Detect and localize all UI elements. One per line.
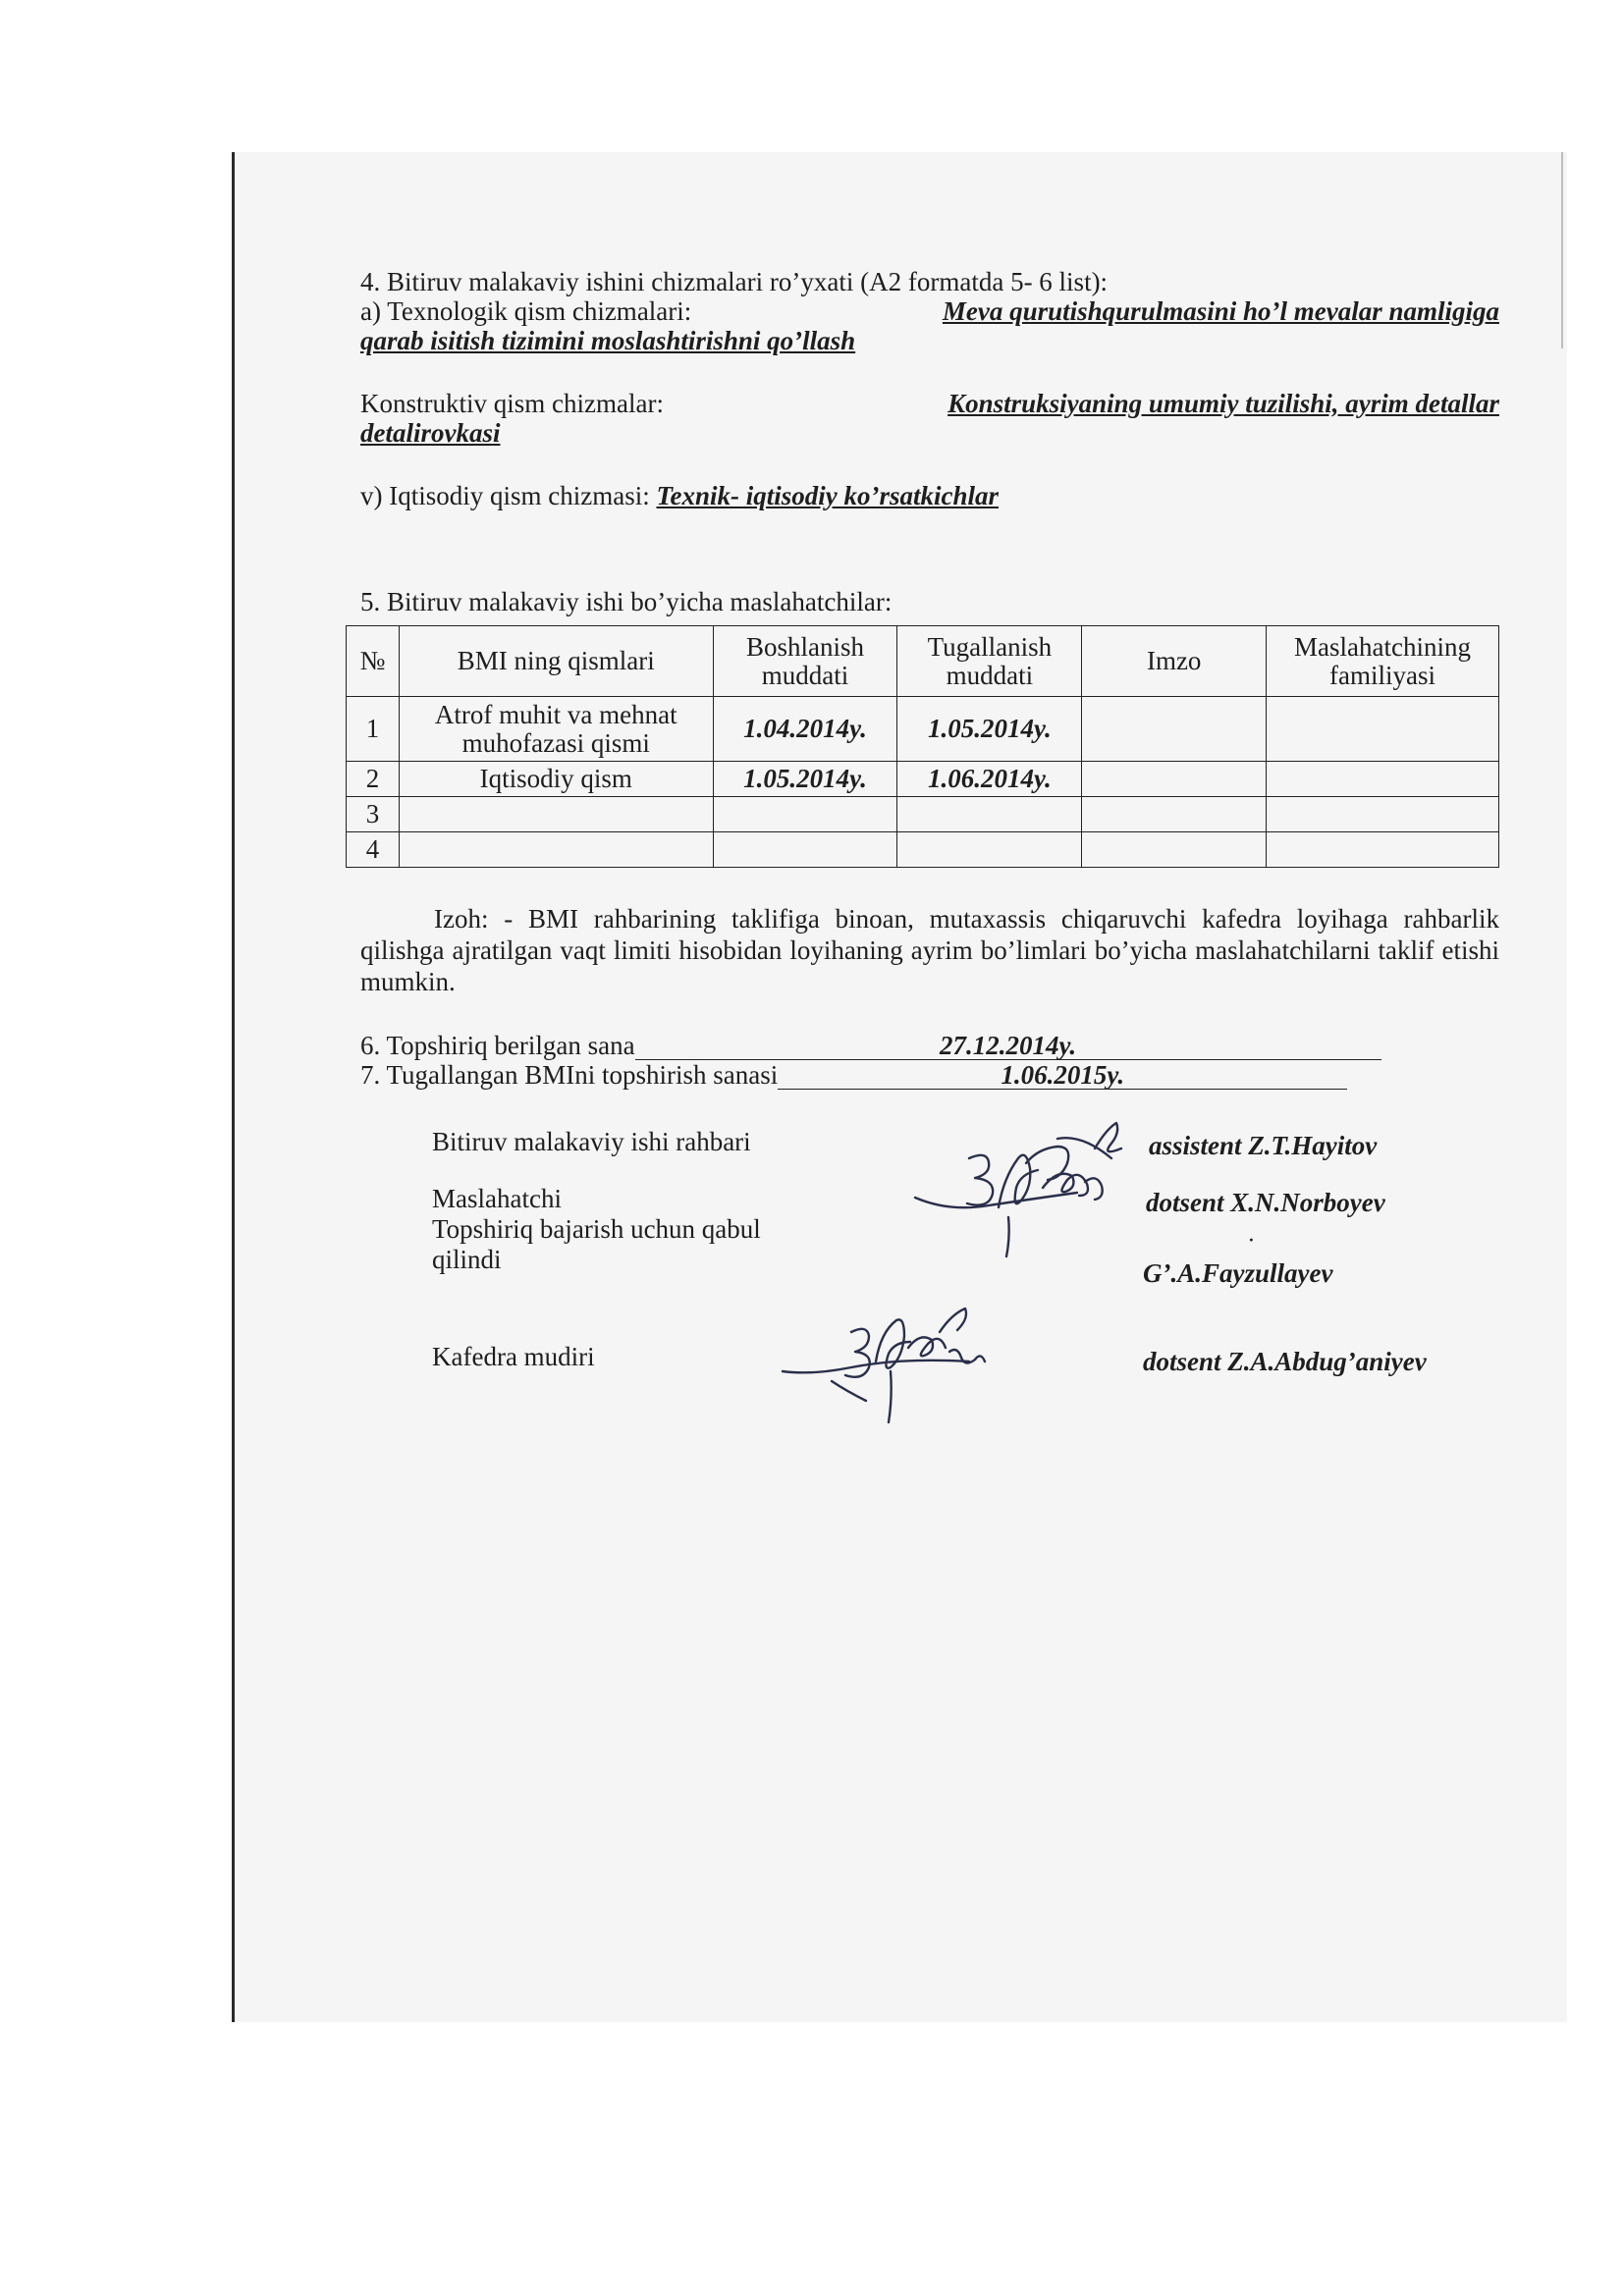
supervisor-signature [910,1119,1146,1266]
cell-surname [1267,797,1499,832]
section-4-a-value-2: qarab isitish tizimini moslashtirishni qo’llash [360,326,856,355]
section-4-a-label: a) Texnologik qism chizmalari: [360,296,692,326]
consultants-table [346,625,1499,868]
table-row [347,832,1499,868]
section-4 [360,267,1499,510]
cell-end: 1.06.2014y. [897,762,1082,797]
section-7 [360,1060,1499,1090]
column-header-part: BMI ning qismlari [399,626,713,697]
section-7-label: 7. Tugallangan BMIni topshirish sanasi [360,1060,779,1090]
section-4-v-label: v) Iqtisodiy qism chizmasi: [360,481,657,510]
column-header-start: Boshlanish muddati [713,626,897,697]
cell-start [713,797,897,832]
cell-signature [1082,797,1267,832]
section-6-value: 27.12.2014y. [635,1032,1381,1060]
section-4-b-value-2: detalirovkasi [360,418,501,448]
accepted-label-line-1: Topshiriq bajarish uchun qabul [432,1214,761,1244]
cell-number: 4 [347,832,400,868]
section-4-heading: 4. Bitiruv malakaviy ishini chizmalari ro’yxati (A2 formatda 5- 6 list): [360,267,1109,296]
column-header-signature: Imzo [1082,626,1267,697]
cell-end [897,832,1082,868]
column-header-end: Tugallanish muddati [897,626,1082,697]
column-header-number: № [347,626,400,697]
cell-start [713,832,897,868]
cell-start: 1.05.2014y. [713,762,897,797]
cell-surname [1267,762,1499,797]
supervisor-label: Bitiruv malakaviy ishi rahbari [432,1127,751,1156]
head-label: Kafedra mudiri [432,1342,595,1371]
cell-signature [1082,832,1267,868]
cell-surname [1267,832,1499,868]
cell-number: 3 [347,797,400,832]
cell-number: 1 [347,697,400,762]
table-row [347,697,1499,762]
cell-signature [1082,697,1267,762]
head-signature [773,1303,1008,1430]
scan-edge-line [232,152,235,2022]
section-4-b-value-1: Konstruksiyaning umumiy tuzilishi, ayrim detallar [947,389,1499,418]
cell-end: 1.05.2014y. [897,697,1082,762]
section-4-a-value-1: Meva qurutishqurulmasini ho’l mevalar namligiga [942,296,1499,326]
consultant-label: Maslahatchi [432,1184,562,1213]
accepted-name: G’.A.Fayzullayev [1143,1258,1333,1288]
cell-part: Iqtisodiy qism [399,762,713,797]
section-6 [360,1031,1499,1060]
section-7-value: 1.06.2015y. [778,1061,1347,1090]
table-row [347,762,1499,797]
table-note: Izoh: - BMI rahbarining taklifiga binoan, mutaxassis chiqaruvchi kafedra loyihaga rahbarlik qilishga ajratilgan vaqt limiti hisobidan loyihaning ayrim bo’limlari bo’yicha maslahatchilarni taklif etishi mumkin. [360,904,1499,996]
cell-number: 2 [347,762,400,797]
scan-edge-line-right [1561,152,1563,348]
cell-part [399,797,713,832]
section-4-v-line [360,481,1499,510]
supervisor-name: assistent Z.T.Hayitov [1149,1131,1378,1160]
consultant-dot: · [1249,1230,1254,1250]
cell-end [897,797,1082,832]
cell-signature [1082,762,1267,797]
table-header-row [347,626,1499,697]
section-4-a-line-1 [360,296,1499,326]
accepted-label-line-2: qilindi [432,1245,502,1274]
table-row [347,797,1499,832]
section-4-b-line-1 [360,389,1499,418]
cell-surname [1267,697,1499,762]
section-6-label: 6. Topshiriq berilgan sana [360,1031,635,1060]
consultant-name: dotsent X.N.Norboyev [1146,1188,1385,1217]
cell-start: 1.04.2014y. [713,697,897,762]
section-4-b-label: Konstruktiv qism chizmalar: [360,389,664,418]
head-name: dotsent Z.A.Abdug’aniyev [1143,1347,1427,1376]
column-header-surname: Maslahatchining familiyasi [1267,626,1499,697]
cell-part [399,832,713,868]
cell-part: Atrof muhit va mehnat muhofazasi qismi [399,697,713,762]
section-5-heading: 5. Bitiruv malakaviy ishi bo’yicha maslahatchilar: [360,587,893,616]
section-4-v-value: Texnik- iqtisodiy ko’rsatkichlar [656,481,1000,510]
